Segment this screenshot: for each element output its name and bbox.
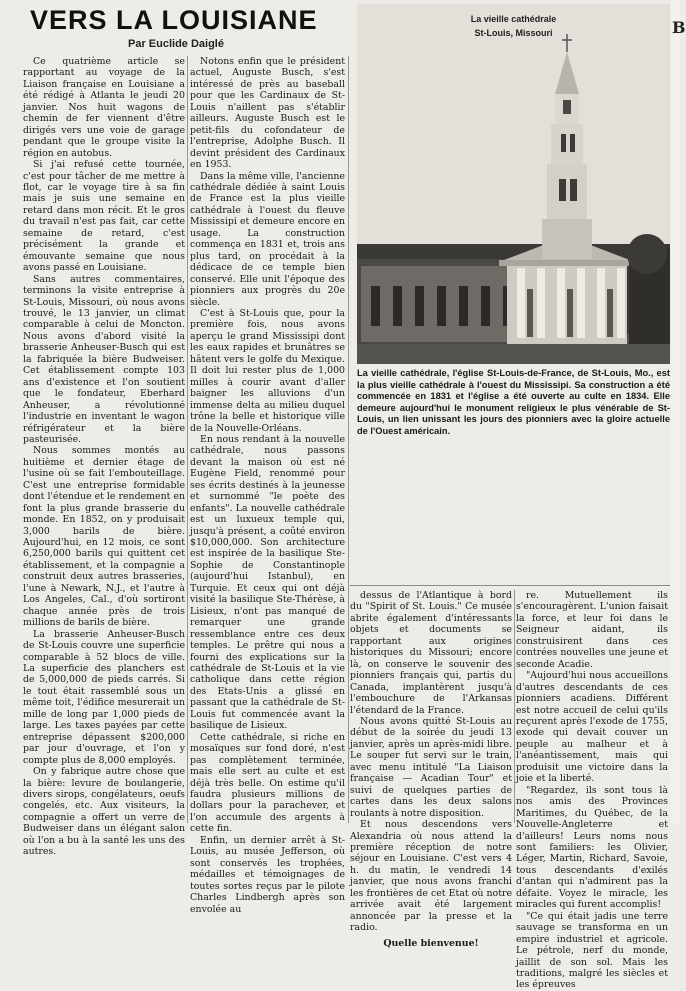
article-column-1 [23, 56, 185, 858]
article-column-3 [350, 590, 512, 949]
paragraph: Sans autres commentaires, terminons la visite entreprise à St-Louis, Missouri, où nous avons trouvé, le 13 janvier, un climat comparable à celui de Moncton. Nous avons d'abord visité la brasserie Anheuser-Busch qui est la fabriquée la bière Budweiser. Cet établissement compte 103 ans d'existence et l'on soutient que le fondateur, Eberhard Anheuser, a révolutionné l'industrie en inventant le wagon réfrigérateur et la bière pasteurisée. [23, 273, 185, 445]
cathedral-illustration [357, 4, 670, 364]
paragraph: Dans la même ville, l'ancienne cathédrale dédiée à saint Louis de France est la plus vieille cathédrale à l'ouest du fleuve Mississipi et demeure encore en usage. La construction commença en 1831 et, trois ans plus tard, on procédait à la dédicace de ce temple bien conservé. Elle unit l'époque des pionniers aux progrès du 20e siècle. [190, 170, 345, 308]
caption-divider [350, 585, 670, 586]
paragraph: En nous rendant à la nouvelle cathédrale, nous passons devant la maison où est né Eugène Field, renommé pour ses écrits destinés à la jeunesse et surnommé "le poète des enfants". La nouvelle cathédrale est un luxueux temple qui, jusqu'à présent, a coûté environ $10,000,000. Son architecture est inspirée de la basilique Ste-Sophie de Constantinople (aujourd'hui Istanbul), en Turquie. Et ceux qui ont déjà visité la basilique Ste-Thérèse, à Lisieux, n'ont pas manqué de remarquer une grande ressemblance entre ces deux temples. Le prêtre qui nous a fourni des explications sur la cathédrale de St-Louis et la vie catholique dans cette région des Etats-Unis a glissé en passant que la cathédrale de St-Louis fut commencée avant la basilique de Lisieux. [190, 433, 345, 732]
paragraph: Notons enfin que le président actuel, Auguste Busch, s'est intéressé de près au baseball pour que les Cardinaux de St-Louis n'aillent pas s'établir ailleurs. Auguste Busch est le petit-fils du cofondateur de l'entreprise, Adolphe Busch. Il devint président des Cardinaux en 1953. [190, 56, 345, 171]
caption-text: La vieille cathédrale, l'église St-Louis-de-France, de St-Louis, Mo., est la plus vieille cathédrale à l'ouest du Mississipi. Sa construction a été commencée en 1831 et l'église a été ouverte au culte en 1834. Elle demeure aujourd'hui le monument religieux le plus vénérable de St-Louis, un lien unissant les jours des pionniers avec la gloire actuelle de l'Ouest américain. [357, 368, 670, 436]
paragraph: On y fabrique autre chose que la bière: levure de boulangerie, divers sirops, congélateurs, oeufs congelés, etc. Aux visiteurs, la compagnie a offert un verre de Budweiser dans un élégant salon où l'on a bu à la santé les uns des autres. [23, 766, 185, 858]
article-column-4 [516, 590, 668, 991]
paragraph: Nous sommes montés au huitième et dernier étage de l'usine où se fait l'embouteillage. C'est une entreprise formidable dont l'étendue et le rendement en font la plus grande brasserie du monde. En 1852, on y produisait 3,000 barils de bière. Aujourd'hui, en 12 mois, ce sont 6,250,000 barils qui quittent cet établissement, et la compagnie a construit deux autres brasseries, l'une à Newark, N.J., et l'autre à Los Angeles, Cal., d'où sortiront chaque année près de trois millions de barils de bière. [23, 445, 185, 629]
paragraph: Ce quatrième article se rapportant au voyage de la Liaison française en Louisiane a été rédigé à Atlanta le jeudi 20 janvier. Nos huit wagons de chemin de fer viennent d'être dirigés vers une voie de garage pendant que le groupe visite la région en autobus. [23, 56, 185, 159]
paragraph: "Ce qui était jadis une terre sauvage se transforma en un empire industriel et agricole. Le pétrole, nerf du monde, jaillit de son sol. Mais les traditions, malgré les siècles et les épreuves [516, 910, 668, 991]
article-headline: VERS LA LOUISIANE [30, 5, 318, 35]
column-divider [187, 56, 188, 823]
paragraph: dessus de l'Atlantique à bord du "Spirit of St. Louis." Ce musée abrite également d'intéressants objets et documents se rapportant aux origines historiques du Missouri; encore là, on conserve le souvenir des pionniers français qui, partis du Canada, implantèrent jusqu'à l'embouchure de l'Arkansas l'étendard de la France. [350, 590, 512, 716]
closing-line: Quelle bienvenue! [383, 937, 479, 949]
column-divider [348, 56, 349, 823]
edge-letter: B [672, 18, 686, 37]
paragraph: La brasserie Anheuser-Busch de St-Louis couvre une superficie comparable à 52 blocs de ville. La superficie des planchers est de 5,000,000 de pieds carrés. Si le tout était rassemblé sous un même toit, l'édifice mesurerait un mille de long par 1,000 pieds de large. Les taxes payées par cette entreprise dépassent $200,000 par jour d'ouvrage, et l'on y compte plus de 8,000 employés. [23, 628, 185, 766]
paragraph: Nous avons quitté St-Louis au début de la soirée du jeudi 13 janvier, après un après-midi libre. Le souper fut servi sur le train, avec menu intitulé "La Liaison française — Acadian Tour" et suivi de quelques parties de cartes dans les deux salons roulants à notre disposition. [350, 715, 512, 819]
photo-title: La vieille cathédrale [470, 14, 557, 24]
article-column-2 [190, 56, 345, 915]
cathedral-photo [357, 4, 670, 364]
paragraph: Si j'ai refusé cette tournée, c'est pour tâcher de me mettre à flot, car le voyage tire à sa fin mais je suis une semaine en retard dans mon récit. Et le gros du travail n'est pas fait, car cette semaine de retard, c'est précisément la grande et émouvante semaine que nous avons passé en Louisiane. [23, 159, 185, 274]
article-byline: Par Euclide Daiglé [128, 38, 224, 50]
paragraph: Cette cathédrale, si riche en mosaïques sur fond doré, n'est pas complètement terminée, mais elle sert au culte et est déjà très belle. On estime qu'il faudra plusieurs millions de dollars pour la parachever, et l'on accumule des argents à cette fin. [190, 731, 345, 835]
adjacent-page-edge [671, 0, 686, 823]
column-divider [514, 590, 515, 823]
paragraph: "Aujourd'hui nous accueillons d'autres descendants de ces pionniers acadiens. Différent est notre accueil de celui qu'ils reçurent après l'exode de 1755, exode qui devait couver un peuple au malheur et à l'anéantissement, mais qui produisit une victoire dans la joie et la liberté. [516, 670, 668, 785]
paragraph: re. Mutuellement ils s'encouragèrent. L'union faisait la force, et leur foi dans le Seigneur aidant, ils construisirent dans ces contrées nouvelles une jeune et seconde Acadie. [516, 590, 668, 670]
paragraph: C'est à St-Louis que, pour la première fois, nous avons aperçu le grand Mississipi dont les eaux rapides et brunâtres se hâtent vers le golfe du Mexique. Il doit lui rester plus de 1,000 milles à courir avant d'aller baigner les alluvions d'un immense delta au milieu duquel trône la belle et historique ville de la Nouvelle-Orléans. [190, 307, 345, 434]
paragraph: Enfin, un dernier arrêt à St-Louis, au musée Jefferson, où sont conservés les trophées, médailles et témoignages de toutes sortes reçus par le pilote Charles Lindbergh après son envolée au [190, 834, 345, 915]
paragraph: "Regardez, ils sont tous là nos amis des Provinces Maritimes, du Québec, de la Nouvelle-Angleterre et d'ailleurs! Leurs noms nous sont familiers: les Olivier, Léger, Martin, Richard, Savoie, tous descendants d'exilés d'antan qui n'admirent pas la défaite. Voyez le miracle, les miracles qui furent accomplis! [516, 784, 668, 911]
photo-location: St-Louis, Missouri [474, 28, 553, 38]
photo-caption [357, 368, 670, 580]
paragraph: Et nous descendons vers Alexandria où nous attend la première réception de notre séjour en Louisiane. C'est vers 4 h. du matin, le vendredi 14 janvier, que nous avons franchi les frontières de cet Etat où notre arrivée avait été largement annoncée par la presse et la radio. [350, 819, 512, 934]
